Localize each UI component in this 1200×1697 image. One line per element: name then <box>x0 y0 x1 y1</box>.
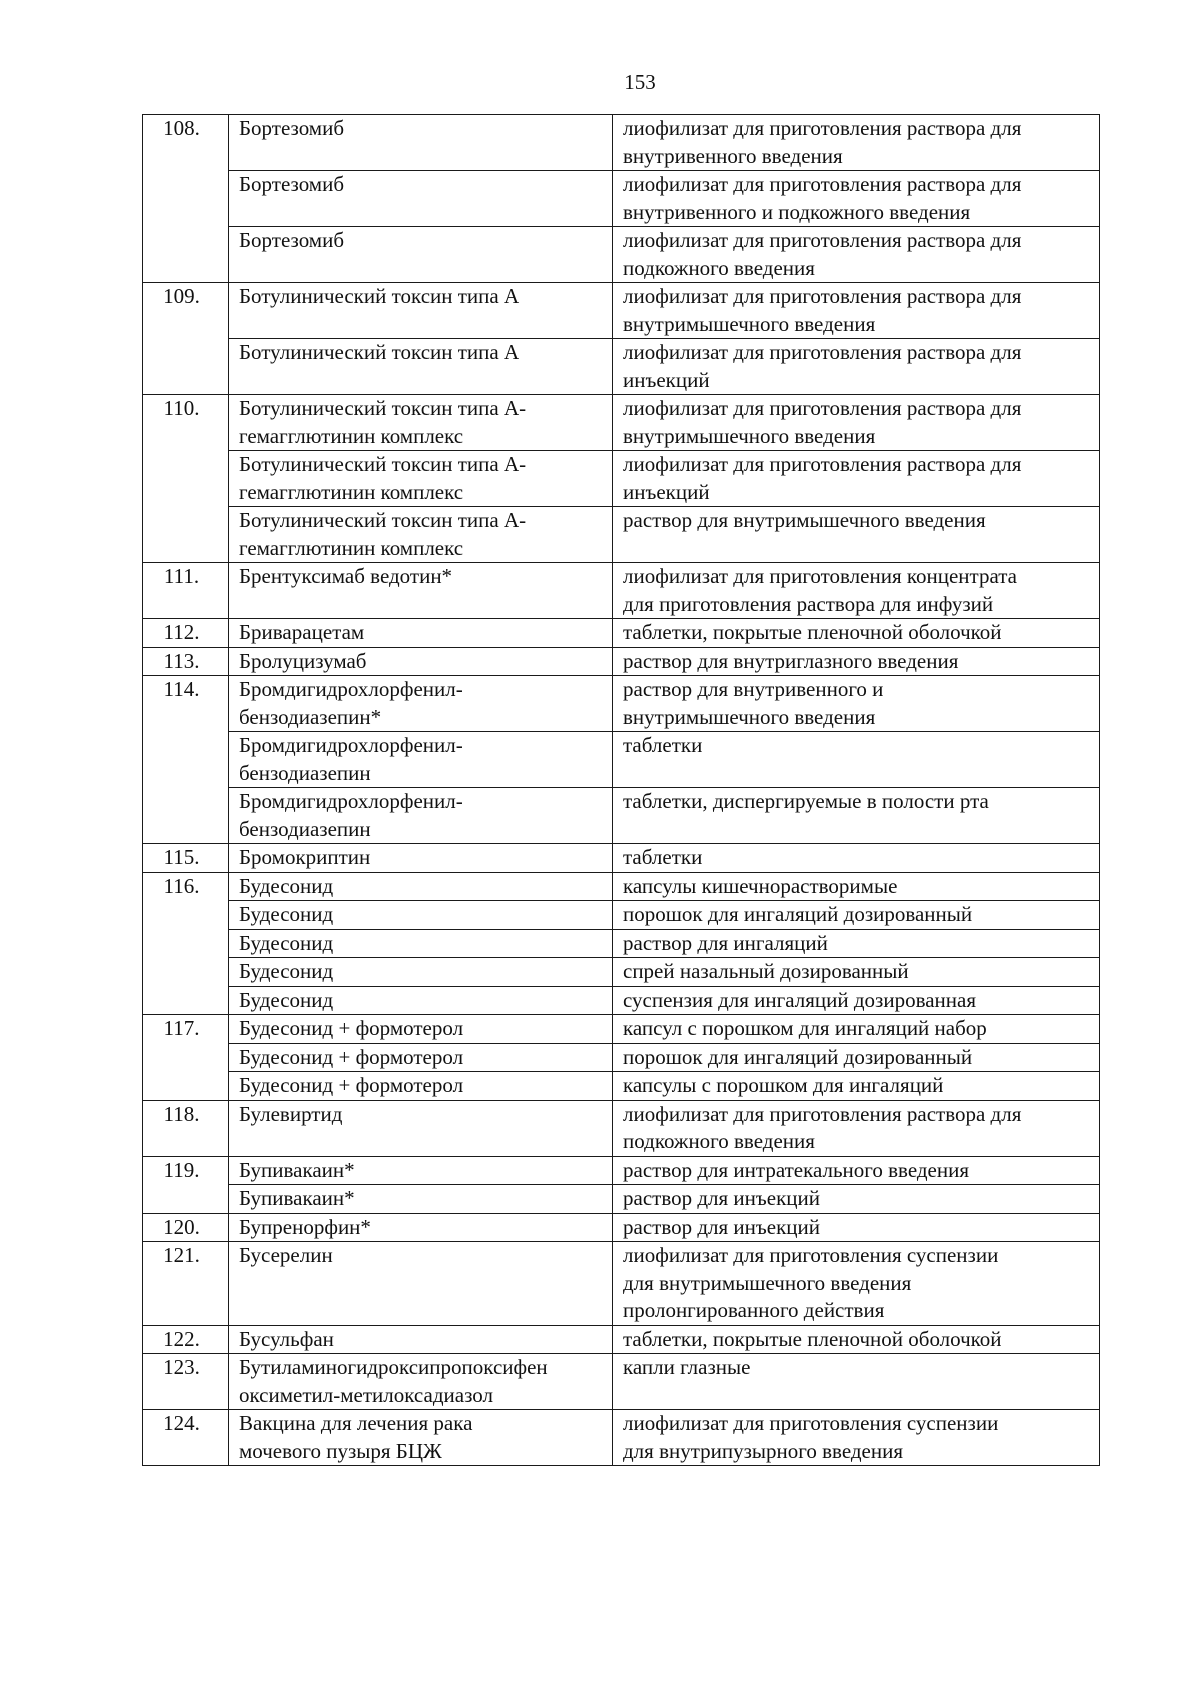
dosage-form-cell: капли глазные <box>613 1354 1100 1410</box>
table-row <box>143 958 1100 987</box>
drug-name-cell: Бусульфан <box>229 1325 613 1354</box>
row-number-cell: 121. <box>143 1242 229 1326</box>
row-number-cell: 108. <box>143 115 229 283</box>
dosage-form-cell: лиофилизат для приготовления раствора для внутримышечного введения <box>613 283 1100 339</box>
dosage-form-cell: таблетки, покрытые пленочной оболочкой <box>613 1325 1100 1354</box>
drug-name-cell: Будесонид <box>229 958 613 987</box>
table-row <box>143 647 1100 676</box>
row-number-cell: 119. <box>143 1156 229 1213</box>
dosage-form-cell: спрей назальный дозированный <box>613 958 1100 987</box>
dosage-form-cell: раствор для внутримышечного введения <box>613 507 1100 563</box>
row-number-cell: 122. <box>143 1325 229 1354</box>
dosage-form-cell: лиофилизат для приготовления раствора для инъекций <box>613 339 1100 395</box>
table-row <box>143 1156 1100 1185</box>
drug-table <box>142 114 1100 1466</box>
table-row <box>143 929 1100 958</box>
table-row <box>143 115 1100 171</box>
row-number-cell: 118. <box>143 1100 229 1156</box>
table-row <box>143 283 1100 339</box>
dosage-form-cell: раствор для интратекального введения <box>613 1156 1100 1185</box>
dosage-form-cell: лиофилизат для приготовления раствора для внутримышечного введения <box>613 395 1100 451</box>
page-number: 153 <box>624 70 656 94</box>
dosage-form-cell: лиофилизат для приготовления суспензии для внутримышечного введения пролонгированного действия <box>613 1242 1100 1326</box>
drug-name-cell: Ботулинический токсин типа А- гемагглютинин комплекс <box>229 507 613 563</box>
table-row <box>143 1354 1100 1410</box>
dosage-form-cell: капсулы с порошком для ингаляций <box>613 1072 1100 1101</box>
row-number-cell: 116. <box>143 872 229 1015</box>
table-row <box>143 732 1100 788</box>
row-number-cell: 124. <box>143 1410 229 1466</box>
dosage-form-cell: раствор для инъекций <box>613 1185 1100 1214</box>
drug-name-cell: Бриварацетам <box>229 619 613 648</box>
row-number-cell: 120. <box>143 1213 229 1242</box>
table-row <box>143 619 1100 648</box>
drug-name-cell: Будесонид + формотерол <box>229 1015 613 1044</box>
drug-name-cell: Брентуксимаб ведотин* <box>229 563 613 619</box>
drug-name-cell: Будесонид + формотерол <box>229 1043 613 1072</box>
drug-name-cell: Будесонид <box>229 929 613 958</box>
dosage-form-cell: лиофилизат для приготовления раствора для инъекций <box>613 451 1100 507</box>
drug-name-cell: Будесонид <box>229 986 613 1015</box>
drug-name-cell: Ботулинический токсин типа А- гемагглютинин комплекс <box>229 451 613 507</box>
table-row <box>143 395 1100 451</box>
drug-table-body <box>143 115 1100 1466</box>
dosage-form-cell: суспензия для ингаляций дозированная <box>613 986 1100 1015</box>
dosage-form-cell: лиофилизат для приготовления суспензии для внутрипузырного введения <box>613 1410 1100 1466</box>
dosage-form-cell: порошок для ингаляций дозированный <box>613 1043 1100 1072</box>
dosage-form-cell: раствор для ингаляций <box>613 929 1100 958</box>
table-row <box>143 986 1100 1015</box>
drug-name-cell: Ботулинический токсин типа А <box>229 339 613 395</box>
table-row <box>143 507 1100 563</box>
table-row <box>143 788 1100 844</box>
table-row <box>143 451 1100 507</box>
drug-name-cell: Бутиламиногидроксипропоксифен оксиметил-метилоксадиазол <box>229 1354 613 1410</box>
dosage-form-cell: лиофилизат для приготовления раствора для внутривенного введения <box>613 115 1100 171</box>
dosage-form-cell: лиофилизат для приготовления раствора для подкожного введения <box>613 1100 1100 1156</box>
drug-name-cell: Бромокриптин <box>229 844 613 873</box>
table-row <box>143 844 1100 873</box>
drug-name-cell: Бупивакаин* <box>229 1185 613 1214</box>
dosage-form-cell: капсулы кишечнорастворимые <box>613 872 1100 901</box>
table-row <box>143 1325 1100 1354</box>
drug-name-cell: Ботулинический токсин типа А <box>229 283 613 339</box>
table-row <box>143 1100 1100 1156</box>
drug-name-cell: Бромдигидрохлорфенил- бензодиазепин <box>229 788 613 844</box>
drug-name-cell: Бусерелин <box>229 1242 613 1326</box>
drug-name-cell: Бортезомиб <box>229 171 613 227</box>
dosage-form-cell: раствор для инъекций <box>613 1213 1100 1242</box>
row-number-cell: 110. <box>143 395 229 563</box>
drug-name-cell: Бупивакаин* <box>229 1156 613 1185</box>
row-number-cell: 117. <box>143 1015 229 1101</box>
dosage-form-cell: лиофилизат для приготовления раствора для внутривенного и подкожного введения <box>613 171 1100 227</box>
table-row <box>143 1242 1100 1326</box>
table-row <box>143 563 1100 619</box>
table-row <box>143 1015 1100 1044</box>
dosage-form-cell: лиофилизат для приготовления концентрата для приготовления раствора для инфузий <box>613 563 1100 619</box>
drug-name-cell: Бромдигидрохлорфенил- бензодиазепин* <box>229 676 613 732</box>
row-number-cell: 123. <box>143 1354 229 1410</box>
table-row <box>143 339 1100 395</box>
drug-name-cell: Бромдигидрохлорфенил- бензодиазепин <box>229 732 613 788</box>
table-row <box>143 1185 1100 1214</box>
table-row <box>143 171 1100 227</box>
dosage-form-cell: раствор для внутривенного и внутримышечного введения <box>613 676 1100 732</box>
row-number-cell: 109. <box>143 283 229 395</box>
table-row <box>143 676 1100 732</box>
dosage-form-cell: таблетки <box>613 732 1100 788</box>
dosage-form-cell: лиофилизат для приготовления раствора для подкожного введения <box>613 227 1100 283</box>
drug-name-cell: Будесонид <box>229 872 613 901</box>
row-number-cell: 111. <box>143 563 229 619</box>
table-row <box>143 872 1100 901</box>
dosage-form-cell: таблетки, покрытые пленочной оболочкой <box>613 619 1100 648</box>
row-number-cell: 112. <box>143 619 229 648</box>
drug-name-cell: Бупренорфин* <box>229 1213 613 1242</box>
table-row <box>143 1213 1100 1242</box>
drug-name-cell: Ботулинический токсин типа А- гемагглютинин комплекс <box>229 395 613 451</box>
drug-name-cell: Будесонид <box>229 901 613 930</box>
dosage-form-cell: таблетки <box>613 844 1100 873</box>
dosage-form-cell: раствор для внутриглазного введения <box>613 647 1100 676</box>
row-number-cell: 115. <box>143 844 229 873</box>
drug-name-cell: Бортезомиб <box>229 115 613 171</box>
table-row <box>143 1410 1100 1466</box>
row-number-cell: 114. <box>143 676 229 844</box>
table-row <box>143 1043 1100 1072</box>
dosage-form-cell: таблетки, диспергируемые в полости рта <box>613 788 1100 844</box>
drug-name-cell: Булевиртид <box>229 1100 613 1156</box>
row-number-cell: 113. <box>143 647 229 676</box>
drug-name-cell: Вакцина для лечения рака мочевого пузыря БЦЖ <box>229 1410 613 1466</box>
drug-name-cell: Будесонид + формотерол <box>229 1072 613 1101</box>
table-row <box>143 1072 1100 1101</box>
table-row <box>143 901 1100 930</box>
drug-name-cell: Бролуцизумаб <box>229 647 613 676</box>
table-row <box>143 227 1100 283</box>
drug-name-cell: Бортезомиб <box>229 227 613 283</box>
dosage-form-cell: порошок для ингаляций дозированный <box>613 901 1100 930</box>
dosage-form-cell: капсул с порошком для ингаляций набор <box>613 1015 1100 1044</box>
